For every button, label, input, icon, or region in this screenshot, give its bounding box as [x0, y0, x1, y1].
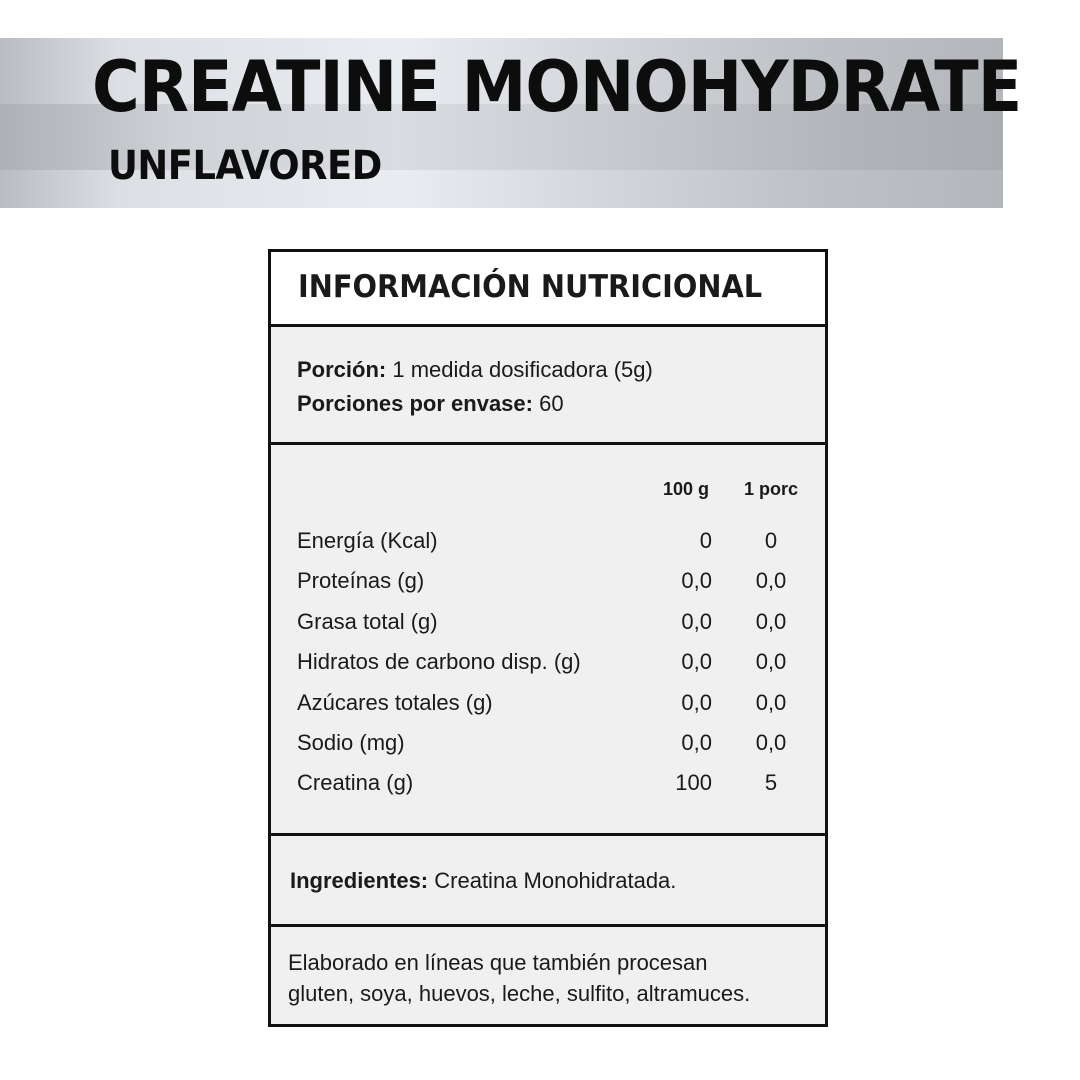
allergen-note: [288, 947, 750, 1009]
value-per-serving: 5: [764, 770, 778, 795]
value-per-100g: 100: [675, 770, 712, 795]
table-row: [271, 728, 825, 758]
value-per-serving: 0,0: [755, 609, 787, 634]
table-row: [271, 526, 825, 556]
nutrient-label: Proteínas (g): [297, 568, 425, 593]
allergen-note-line-1: Elaborado en líneas que también procesan: [288, 950, 708, 975]
ingredients-line: [290, 870, 676, 892]
value-per-serving: 0,0: [755, 649, 787, 674]
allergen-note-line-2: gluten, soya, huevos, leche, sulfito, altramuces.: [288, 981, 751, 1006]
column-header-portion: 1 porc: [743, 479, 799, 499]
value-per-100g: 0,0: [681, 609, 712, 634]
table-row: [271, 768, 825, 798]
value-per-serving: 0,0: [755, 730, 787, 755]
ingredients-label: Ingredientes:: [290, 868, 429, 893]
table-row: [271, 607, 825, 637]
nutrient-table: [271, 445, 825, 836]
servings-line: [297, 393, 564, 415]
allergen-section: [271, 927, 825, 1024]
portion-value: 1 medida dosificadora (5g): [386, 357, 653, 382]
column-header-100g: 100 g: [662, 479, 710, 499]
servings-label: Porciones por envase:: [297, 391, 533, 416]
ingredients-section: [271, 836, 825, 927]
nutrient-label: Sodio (mg): [297, 730, 405, 755]
value-per-100g: 0,0: [681, 730, 712, 755]
table-row: [271, 647, 825, 677]
nutrient-label: Creatina (g): [297, 770, 414, 795]
value-per-100g: 0,0: [681, 690, 712, 715]
ingredients-value: Creatina Monohidratada.: [428, 868, 677, 893]
nutrient-label: Hidratos de carbono disp. (g): [297, 649, 581, 674]
value-per-serving: 0,0: [755, 568, 787, 593]
table-row: [271, 688, 825, 718]
nutrition-header: [271, 252, 825, 327]
value-per-serving: 0: [764, 528, 778, 553]
nutrient-label: Energía (Kcal): [297, 528, 438, 553]
value-per-100g: 0,0: [681, 649, 712, 674]
table-row: [271, 566, 825, 596]
nutrition-facts-panel: [268, 249, 828, 1027]
servings-value: 60: [532, 391, 564, 416]
value-per-100g: 0,0: [681, 568, 712, 593]
product-title: CREATINE MONOHYDRATE: [92, 46, 1022, 128]
portion-label: Porción:: [297, 357, 387, 382]
serving-info: [271, 327, 825, 445]
value-per-serving: 0,0: [755, 690, 787, 715]
value-per-100g: 0: [699, 528, 712, 553]
nutrient-label: Azúcares totales (g): [297, 690, 493, 715]
portion-line: [297, 359, 653, 381]
nutrient-label: Grasa total (g): [297, 609, 438, 634]
product-flavor: UNFLAVORED: [108, 143, 382, 189]
nutrition-title: INFORMACIÓN NUTRICIONAL: [298, 269, 763, 305]
